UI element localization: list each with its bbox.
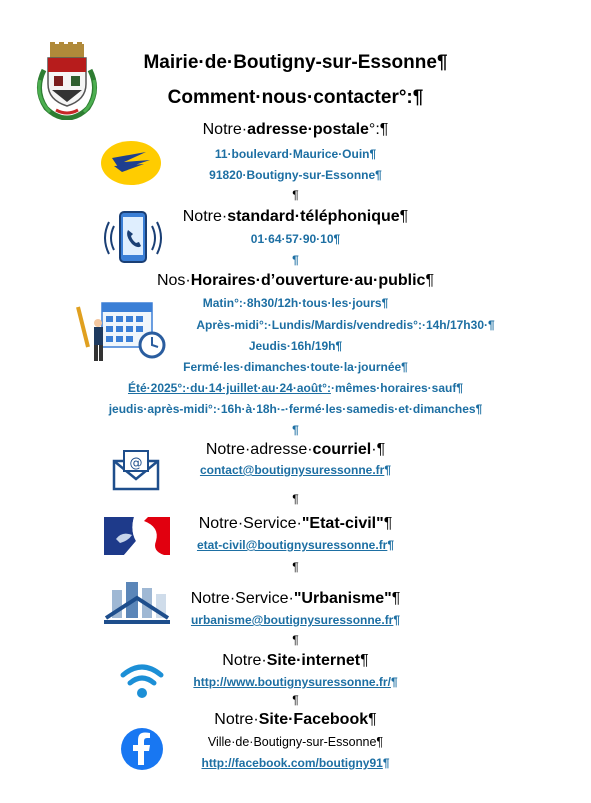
facebook-name: Ville·de·Boutigny-sur-Essonne¶ — [207, 735, 384, 749]
hours-afternoon: Après-midi°:·Lundis/Mardis/vendredis°:·14h/17h30·¶ — [196, 318, 495, 332]
hours-thursday: Jeudis·16h/19h¶ — [248, 339, 343, 353]
urbanisme-email: urbanisme@boutignysuressonne.fr¶ — [190, 613, 401, 627]
pilcrow: ¶ — [292, 253, 299, 267]
facebook-url: http://facebook.com/boutigny91¶ — [201, 756, 390, 770]
postal-address-line1: 11·boulevard·Maurice·Ouin¶ — [214, 147, 377, 161]
hours-sunday: Fermé·les·dimanches·toute·la·journée¶ — [183, 360, 408, 374]
page-subtitle: Comment·nous·contacter°:¶ — [167, 87, 424, 108]
pilcrow: ¶ — [292, 633, 299, 647]
hours-summer-detail: jeudis·après-midi°:·16h·à·18h·-·fermé·les·samedis·et·dimanches¶ — [108, 402, 483, 416]
etat-civil-heading: Notre·Service·"Etat-civil"¶ — [198, 515, 393, 532]
svg-text:@: @ — [129, 456, 143, 471]
facebook-heading: Notre·Site·Facebook¶ — [214, 711, 377, 728]
urbanisme-heading: Notre·Service·"Urbanisme"¶ — [190, 590, 401, 607]
website-url: http://www.boutignysuressonne.fr/¶ — [193, 675, 398, 689]
pilcrow: ¶ — [292, 492, 299, 506]
email-address: contact@boutignysuressonne.fr¶ — [199, 463, 392, 477]
pilcrow: ¶ — [292, 560, 299, 574]
website-link[interactable]: http://www.boutignysuressonne.fr/ — [193, 675, 391, 689]
pilcrow: ¶ — [292, 693, 299, 707]
urbanisme-link[interactable]: urbanisme@boutignysuressonne.fr — [190, 613, 394, 627]
website-heading: Notre·Site·internet¶ — [222, 652, 369, 669]
facebook-link[interactable]: http://facebook.com/boutigny91 — [201, 756, 383, 770]
etat-civil-email: etat-civil@boutignysuressonne.fr¶ — [196, 538, 395, 552]
phone-heading: Notre·standard·téléphonique¶ — [182, 208, 409, 225]
pilcrow: ¶ — [292, 188, 299, 202]
hours-heading: Nos·Horaires·d’ouverture·au·public¶ — [156, 272, 435, 289]
email-heading: Notre·adresse·courriel·¶ — [205, 441, 386, 458]
phone-number: 01·64·57·90·10¶ — [250, 232, 341, 246]
hours-summer: Été·2025°:·du·14·juillet·au·24·août°:·mêmes·horaires·sauf¶ — [127, 381, 464, 395]
postal-heading: Notre·adresse·postale°:¶ — [202, 121, 389, 138]
page-title: Mairie·de·Boutigny-sur-Essonne¶ — [143, 52, 448, 73]
etat-civil-link[interactable]: etat-civil@boutignysuressonne.fr — [196, 538, 388, 552]
email-link[interactable]: contact@boutignysuressonne.fr — [199, 463, 385, 477]
postal-address-line2: 91820·Boutigny-sur-Essonne¶ — [209, 168, 382, 182]
hours-morning: Matin°:·8h30/12h·tous·les·jours¶ — [202, 296, 389, 310]
pilcrow: ¶ — [292, 423, 299, 437]
